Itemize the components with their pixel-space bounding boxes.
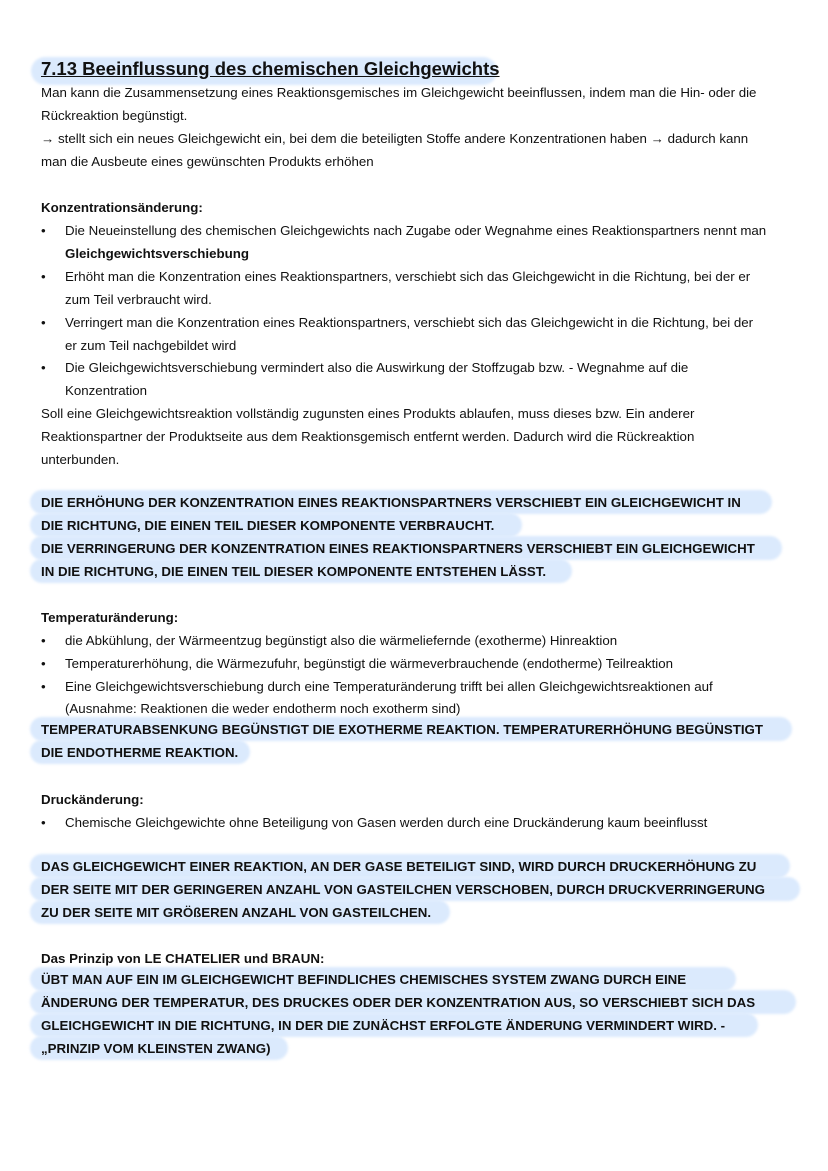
bullet-marker: • (41, 315, 46, 330)
temp-bullet-2: Temperaturerhöhung, die Wärmezufuhr, begünstigt die wärmeverbrauchende (endotherme) Teilreaktion (65, 656, 674, 671)
konz-bullet-4-cont: Konzentration (65, 383, 148, 398)
bullet-marker: • (41, 656, 46, 671)
prinzip-rule: ÜBT MAN AUF EIN IM GLEICHGEWICHT BEFINDLICHES CHEMISCHES SYSTEM ZWANG DURCH EINE (41, 972, 687, 987)
druck-rule: ZU DER SEITE MIT GRÖßEREN ANZAHL VON GASTEILCHEN. (41, 905, 432, 920)
konz-bullet-1: Die Neueinstellung des chemischen Gleichgewichts nach Zugabe oder Wegnahme eines Reaktionspartners nennt man (65, 223, 767, 238)
section-heading-konzentration: Konzentrationsänderung: (41, 200, 203, 215)
bullet-marker: • (41, 815, 46, 830)
konz-paragraph: Reaktionspartner der Produktseite aus dem Reaktionsgemisch entfernt werden. Dadurch wird die Rückreaktion (41, 429, 695, 444)
konz-rule: DIE RICHTUNG, DIE EINEN TEIL DIESER KOMPONENTE VERBRAUCHT. (41, 518, 495, 533)
konz-bullet-3: Verringert man die Konzentration eines Reaktionspartners, verschiebt sich das Gleichgewicht in die Richtung, bei der (65, 315, 754, 330)
bullet-marker: • (41, 223, 46, 238)
intro-line: Rückreaktion begünstigt. (41, 108, 188, 123)
prinzip-rule: GLEICHGEWICHT IN DIE RICHTUNG, IN DER DIE ZUNÄCHST ERFOLGTE ÄNDERUNG VERMINDERT WIRD. - (41, 1018, 726, 1033)
prinzip-rule: „PRINZIP VOM KLEINSTEN ZWANG) (41, 1041, 271, 1056)
druck-rule: DAS GLEICHGEWICHT EINER REAKTION, AN DER GASE BETEILIGT SIND, WIRD DURCH DRUCKERHÖHUNG ZU (41, 859, 757, 874)
bullet-marker: • (41, 679, 46, 694)
druck-bullet-1: Chemische Gleichgewichte ohne Beteiligung von Gasen werden durch eine Druckänderung kaum beeinflusst (65, 815, 708, 830)
prinzip-rule: ÄNDERUNG DER TEMPERATUR, DES DRUCKES ODER DER KONZENTRATION AUS, SO VERSCHIEBT SICH DAS (41, 995, 756, 1010)
konz-paragraph: Soll eine Gleichgewichtsreaktion vollständig zugunsten eines Produkts ablaufen, muss dieses bzw. Ein anderer (41, 406, 695, 421)
konz-rule: IN DIE RICHTUNG, DIE EINEN TEIL DIESER KOMPONENTE ENTSTEHEN LÄSST. (41, 564, 547, 579)
intro-line: → stellt sich ein neues Gleichgewicht ein, bei dem die beteiligten Stoffe andere Konzentrationen haben → dadurch kann (41, 131, 749, 146)
temp-rule: TEMPERATURABSENKUNG BEGÜNSTIGT DIE EXOTHERME REAKTION. TEMPERATURERHÖHUNG BEGÜNSTIGT (41, 722, 763, 737)
bullet-marker: • (41, 633, 46, 648)
section-heading-temperatur: Temperaturänderung: (41, 610, 179, 625)
bullet-marker: • (41, 360, 46, 375)
konz-bullet-2-cont: zum Teil verbraucht wird. (65, 292, 212, 307)
page-title: 7.13 Beeinflussung des chemischen Gleichgewichts (41, 58, 500, 79)
temp-bullet-1: die Abkühlung, der Wärmeentzug begünstigt also die wärmeliefernde (exotherme) Hinreaktion (65, 633, 618, 648)
bullet-marker: • (41, 269, 46, 284)
konz-bullet-1-term: Gleichgewichtsverschiebung (65, 246, 249, 261)
temp-bullet-3: Eine Gleichgewichtsverschiebung durch eine Temperaturänderung trifft bei allen Gleichgewichtsreaktionen auf (65, 679, 713, 694)
section-heading-druck: Druckänderung: (41, 792, 144, 807)
konz-rule: DIE ERHÖHUNG DER KONZENTRATION EINES REAKTIONSPARTNERS VERSCHIEBT EIN GLEICHGEWICHT IN (41, 495, 741, 510)
konz-paragraph: unterbunden. (41, 452, 120, 467)
konz-bullet-3-cont: er zum Teil nachgebildet wird (65, 338, 237, 353)
druck-rule: DER SEITE MIT DER GERINGEREN ANZAHL VON GASTEILCHEN VERSCHOBEN, DURCH DRUCKVERRINGERUNG (41, 882, 765, 897)
intro-line: Man kann die Zusammensetzung eines Reaktionsgemisches im Gleichgewicht beeinflussen, indem man die Hin- oder die (41, 85, 757, 100)
konz-bullet-4: Die Gleichgewichtsverschiebung vermindert also die Auswirkung der Stoffzugab bzw. - Wegnahme auf die (65, 360, 689, 375)
section-heading-prinzip: Das Prinzip von LE CHATELIER und BRAUN: (41, 951, 325, 966)
konz-bullet-2: Erhöht man die Konzentration eines Reaktionspartners, verschiebt sich das Gleichgewicht in die Richtung, bei der er (65, 269, 751, 284)
temp-rule: DIE ENDOTHERME REAKTION. (41, 745, 239, 760)
intro-line: man die Ausbeute eines gewünschten Produkts erhöhen (41, 154, 374, 169)
temp-bullet-3-cont: (Ausnahme: Reaktionen die weder endotherm noch exotherm sind) (65, 701, 461, 716)
konz-rule: DIE VERRINGERUNG DER KONZENTRATION EINES REAKTIONSPARTNERS VERSCHIEBT EIN GLEICHGEWICHT (41, 541, 755, 556)
